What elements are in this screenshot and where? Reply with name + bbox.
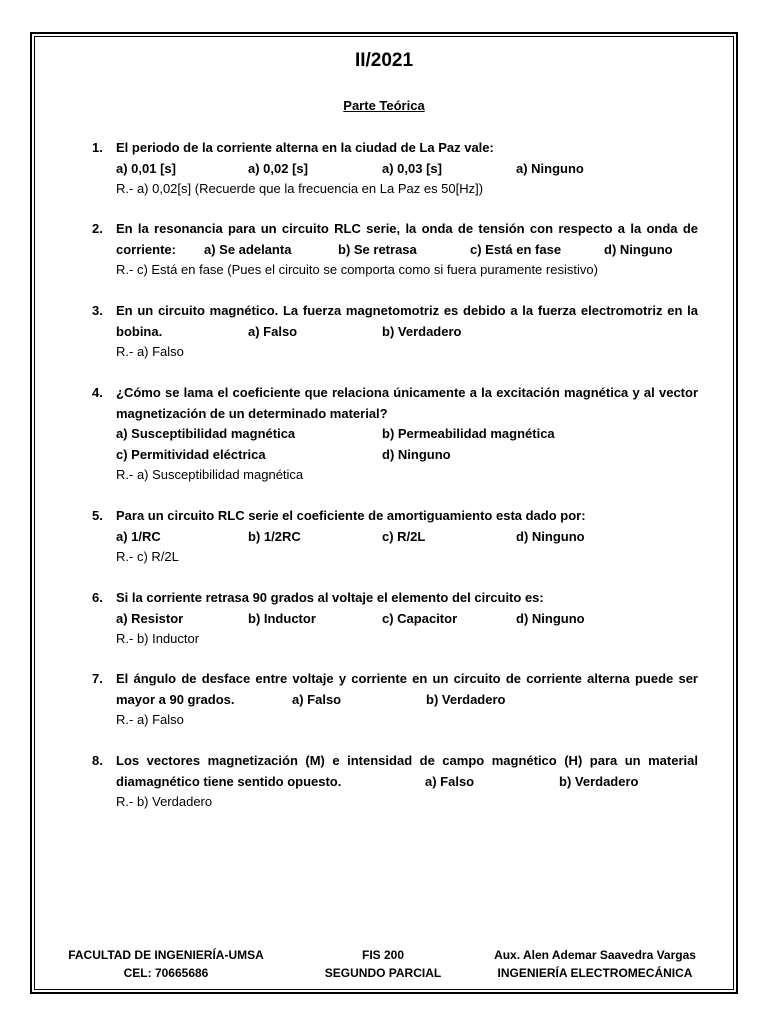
answer-text: R.- a) Falso <box>116 344 184 359</box>
question-8 <box>92 751 698 813</box>
page-title: II/2021 <box>354 50 414 71</box>
question-text-line2-row <box>116 240 698 261</box>
option-a: a) 0,01 [s] <box>116 160 176 176</box>
question-number: 4. <box>92 385 103 400</box>
answer-text: R.- a) 0,02[s] (Recuerde que la frecuencia en La Paz es 50[Hz]) <box>116 181 484 196</box>
question-text-line1: Los vectores magnetización (M) e intensidad de campo magnético (H) para un material <box>116 753 698 768</box>
question-text-line2-row <box>116 772 698 793</box>
option-a: a) Susceptibilidad magnética <box>116 426 296 441</box>
question-text-line1: En la resonancia para un circuito RLC serie, la onda de tensión con respecto a la onda de <box>116 221 698 236</box>
answer-text: R.- c) R/2L <box>116 549 179 564</box>
option-d: d) Ninguno <box>516 610 585 626</box>
footer-right <box>480 946 710 982</box>
question-number: 5. <box>92 508 103 523</box>
question-options-row1 <box>116 424 698 445</box>
option-b: b) Verdadero <box>382 323 462 339</box>
option-c: c) R/2L <box>382 528 426 544</box>
answer-text: R.- a) Falso <box>116 712 184 727</box>
question-number: 2. <box>92 221 103 236</box>
question-text: Para un circuito RLC serie el coeficiente de amortiguamiento esta dado por: <box>116 508 586 523</box>
question-options <box>116 609 698 630</box>
option-b: b) Permeabilidad magnética <box>382 426 555 441</box>
option-c: c) Permitividad eléctrica <box>116 446 266 462</box>
footer-faculty: FACULTAD DE INGENIERÍA-UMSA <box>68 948 264 962</box>
footer-course: FIS 200 <box>361 948 405 962</box>
footer-phone: CEL: 70665686 <box>123 966 209 980</box>
question-text: Si la corriente retrasa 90 grados al voltaje el elemento del circuito es: <box>116 590 544 605</box>
option-d: d) Ninguno <box>604 241 673 257</box>
option-c: c) Está en fase <box>470 241 562 257</box>
option-b: b) 1/2RC <box>248 528 301 544</box>
question-text-line1: ¿Cómo se lama el coeficiente que relaciona únicamente a la excitación magnética y al vector <box>116 385 698 400</box>
option-b: a) 0,02 [s] <box>248 160 308 176</box>
answer-text: R.- c) Está en fase (Pues el circuito se comporta como si fuera puramente resistivo) <box>116 262 598 277</box>
answer-text: R.- b) Verdadero <box>116 794 213 809</box>
question-number: 8. <box>92 753 103 768</box>
option-b: b) Verdadero <box>426 691 506 707</box>
question-text-line2-row <box>116 690 698 711</box>
footer-career: INGENIERÍA ELECTROMECÁNICA <box>497 966 693 980</box>
option-a: a) Falso <box>292 691 342 707</box>
question-text-line1: En un circuito magnético. La fuerza magnetomotriz es debido a la fuerza electromotriz en la <box>116 303 698 318</box>
option-c: c) Capacitor <box>382 610 458 626</box>
option-b: b) Inductor <box>248 610 316 626</box>
option-a: a) Falso <box>425 773 475 789</box>
question-text-line2: diamagnético tiene sentido opuesto. <box>116 773 342 789</box>
section-subtitle: Parte Teórica <box>343 98 425 113</box>
question-number: 3. <box>92 303 103 318</box>
option-a: a) Resistor <box>116 610 184 626</box>
question-text-line1: El ángulo de desface entre voltaje y corriente en un circuito de corriente alterna puede ser <box>116 671 698 686</box>
option-d: d) Ninguno <box>516 528 585 544</box>
question-text-line2: magnetización de un determinado material? <box>116 405 388 421</box>
option-a: a) Se adelanta <box>204 241 292 257</box>
question-options-row2 <box>116 445 698 466</box>
question-options <box>116 527 698 548</box>
question-number: 6. <box>92 590 103 605</box>
question-3 <box>92 301 698 363</box>
question-text-line2: mayor a 90 grados. <box>116 691 235 707</box>
question-options <box>116 159 698 180</box>
option-d: d) Ninguno <box>382 446 451 462</box>
option-a: a) Falso <box>248 323 298 339</box>
footer-center <box>310 946 456 982</box>
question-6 <box>92 588 698 650</box>
option-d: a) Ninguno <box>516 160 584 176</box>
question-text: El periodo de la corriente alterna en la ciudad de La Paz vale: <box>116 140 494 155</box>
option-b: b) Verdadero <box>559 773 639 789</box>
option-c: a) 0,03 [s] <box>382 160 442 176</box>
question-text-line2: corriente: <box>116 241 176 257</box>
footer-left <box>66 946 266 982</box>
option-a: a) 1/RC <box>116 528 161 544</box>
option-b: b) Se retrasa <box>338 241 417 257</box>
question-text-line2: bobina. <box>116 323 163 339</box>
question-number: 1. <box>92 140 103 155</box>
question-7 <box>92 669 698 731</box>
question-2 <box>92 219 698 281</box>
question-4 <box>92 383 698 486</box>
answer-text: R.- a) Susceptibilidad magnética <box>116 467 304 482</box>
answer-text: R.- b) Inductor <box>116 631 200 646</box>
footer-exam: SEGUNDO PARCIAL <box>324 966 442 980</box>
question-number: 7. <box>92 671 103 686</box>
question-5 <box>92 506 698 568</box>
question-text-line2-row <box>116 322 698 343</box>
footer-author: Aux. Alen Ademar Saavedra Vargas <box>494 948 696 962</box>
question-1 <box>92 138 698 200</box>
